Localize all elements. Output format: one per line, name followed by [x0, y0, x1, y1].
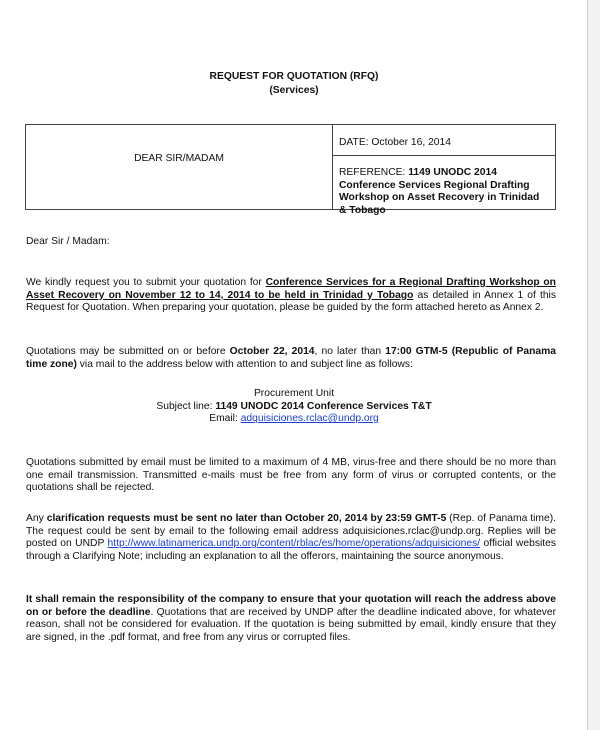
p4-text-3: official websites through a Clarifying Note; including an explanation to all the offerors, maintaining the source anonymous. [26, 538, 556, 562]
title-line-2: (Services) [269, 85, 319, 96]
p2-text-3: via mail to the address below with attention to and subject line as follows: [76, 358, 413, 370]
header-reference-cell [333, 156, 555, 217]
p1-text-1: We kindly request you to submit your quotation for [26, 277, 266, 288]
p4-clarification-deadline: clarification requests must be sent no later than October 20, 2014 by 23:59 GMT-5 [46, 513, 447, 524]
header-left-cell [26, 125, 333, 209]
reference-value: 1149 UNODC 2014 Conference Services Regional Drafting Workshop on Asset Recovery in Trinidad & Tobago [339, 167, 540, 216]
p1-text-2: as detailed in Annex 1 of this Request for Quotation. When preparing your quotation, please be guided by the form attached hereto as Annex 2. [26, 289, 556, 314]
date-value: October 16, 2014 [371, 137, 451, 148]
p2-deadline-time: 17:00 GTM-5 (Republic of Panama time zone) [26, 346, 556, 370]
p4-text-1: Any [26, 513, 47, 524]
p2-text-1: Quotations may be submitted on or before [26, 346, 230, 357]
p2-deadline-date: October 22, 2014 [229, 346, 315, 357]
paragraph-deadline [26, 346, 556, 371]
subject-label: Subject line: [156, 400, 216, 412]
paragraph-email-limits: Quotations submitted by email must be limited to a maximum of 4 MB, virus-free and there should be no more than one email transmission. Transmitted e-mails must be free from any form of virus or corrupted contents, or the quotations shall be rejected. [26, 457, 556, 494]
address-block [0, 388, 588, 426]
salutation: Dear Sir / Madam: [26, 236, 110, 247]
email-link[interactable]: adquisiciones.rclac@undp.org [240, 413, 379, 425]
header-dear: DEAR SIR/MADAM [134, 153, 224, 164]
paragraph-responsibility [26, 594, 556, 644]
address-email [0, 413, 588, 426]
p5-text-1: . Quotations that are received by UNDP after the deadline indicated above, for whatever reason, shall not be considered for evaluation. If the quotation is being submitted by email, kindly ensure that they are signed, in the .pdf format, and free from any virus or corrupted files. [26, 606, 556, 643]
title-line-1: REQUEST FOR QUOTATION (RFQ) [209, 71, 379, 82]
paragraph-request [26, 277, 556, 315]
reference-label: REFERENCE: [339, 167, 409, 178]
document-title [0, 70, 588, 98]
header-date-cell [333, 125, 555, 156]
undp-website-link[interactable]: http://www.latinamerica.undp.org/content/rblac/es/home/operations/adquisiciones/ [107, 538, 481, 550]
date-label: DATE: [339, 137, 372, 148]
subject-value: 1149 UNODC 2014 Conference Services T&T [215, 400, 432, 412]
p2-text-2: , no later than [314, 346, 386, 357]
email-label: Email: [209, 413, 241, 425]
p4-text-2: (Rep. of Panama time). The request could be sent by email to the following email address adquisiciones.rclac@undp.org. Replies will be posted on UNDP [26, 513, 557, 550]
paragraph-clarification [26, 513, 556, 563]
p1-service-title: Conference Services for a Regional Drafting Workshop on Asset Recovery on November 12 to 14, 2014 to be held in Trinidad y Tobago [26, 277, 556, 301]
p5-responsibility: It shall remain the responsibility of the company to ensure that your quotation will reach the address above on or before the deadline [26, 594, 556, 618]
header-table [25, 124, 556, 216]
address-subject [0, 401, 588, 414]
address-unit: Procurement Unit [253, 388, 335, 399]
